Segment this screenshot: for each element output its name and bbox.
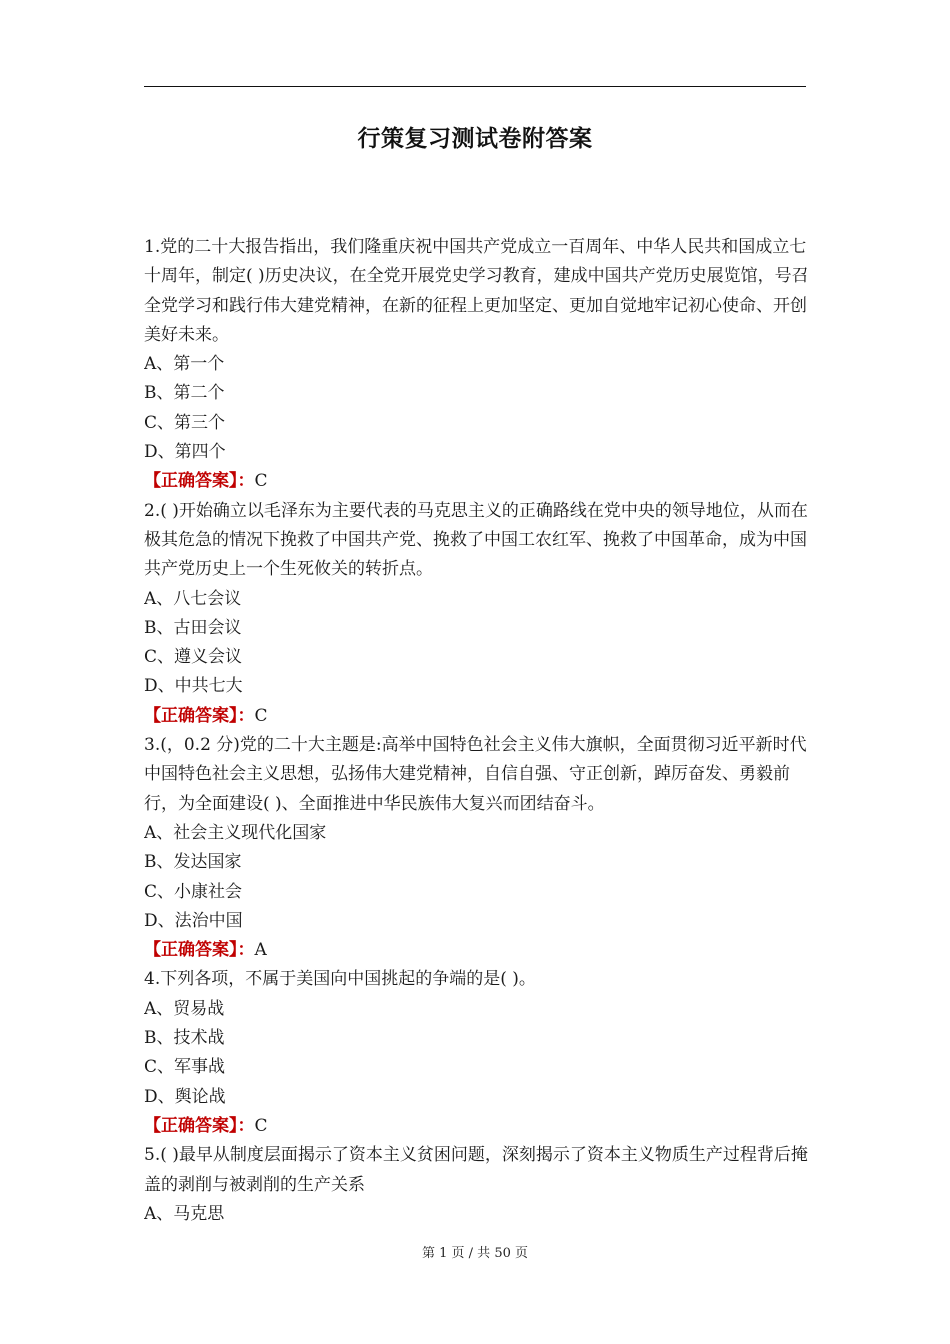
option-b: B、技术战 [144,1028,225,1049]
answer-row [144,467,816,496]
option-c: C、遵义会议 [144,647,243,668]
question-list [144,233,816,1229]
option-a: A、八七会议 [144,588,242,609]
answer-value: C [254,471,268,492]
option-d: D、法治中国 [144,910,243,931]
document-title: 行策复习测试卷附答案 [357,126,593,152]
answer-value: C [254,1115,268,1136]
option-c: C、第三个 [144,412,226,433]
question-stem: 3.(，0.2 分)党的二十大主题是:高举中国特色社会主义伟大旗帜，全面贯彻习近平新时代中国特色社会主义思想，弘扬伟大建党精神，自信自强、守正创新，踔厉奋发、勇毅前行，为全面建设( )、全面推进中华民族伟大复兴而团结奋斗。 [144,735,807,814]
answer-label: 【正确答案】： [144,1115,255,1136]
question-stem: 2.( )开始确立以毛泽东为主要代表的马克思主义的正确路线在党中央的领导地位，从而在极其危急的情况下挽救了中国共产党、挽救了中国工农红军、挽救了中国革命，成为中国共产党历史上一个生死攸关的转折点。 [144,500,808,580]
question-stem: 4.下列各项，不属于美国向中国挑起的争端的是( )。 [144,969,536,990]
answer-label: 【正确答案】： [144,705,255,726]
option-c: C、小康社会 [144,881,243,902]
option-d: D、中共七大 [144,676,243,697]
question-stem: 1.党的二十大报告指出，我们隆重庆祝中国共产党成立一百周年、中华人民共和国成立七十周年，制定( )历史决议，在全党开展党史学习教育，建成中国共产党历史展览馆，号召全党学习和践行伟大建党精神，在新的征程上更加坚定、更加自觉地牢记初心使命、开创美好未来。 [144,237,809,345]
question-4 [144,965,816,1141]
header-rule [144,86,806,87]
answer-row [144,936,816,965]
option-b: B、第二个 [144,383,225,404]
option-d: D、舆论战 [144,1086,226,1107]
answer-label: 【正确答案】： [144,471,255,492]
option-a: A、贸易战 [144,998,225,1019]
option-a: A、社会主义现代化国家 [144,822,327,843]
option-b: B、发达国家 [144,852,242,873]
option-a: A、马克思 [144,1203,225,1224]
option-a: A、第一个 [144,354,225,375]
answer-value: C [254,705,268,726]
answer-row [144,1112,816,1141]
question-stem: 5.( )最早从制度层面揭示了资本主义贫困问题，深刻揭示了资本主义物质生产过程背后掩盖的剥削与被剥削的生产关系 [144,1145,808,1195]
option-d: D、第四个 [144,442,226,463]
question-5 [144,1141,816,1229]
question-1 [144,233,816,497]
question-3 [144,731,816,965]
answer-value: A [254,940,267,961]
page-footer: 第 1 页 / 共 50 页 [422,1246,528,1261]
answer-row [144,702,816,731]
answer-label: 【正确答案】： [144,940,255,961]
option-b: B、古田会议 [144,617,242,638]
question-2 [144,497,816,731]
option-c: C、军事战 [144,1057,226,1078]
